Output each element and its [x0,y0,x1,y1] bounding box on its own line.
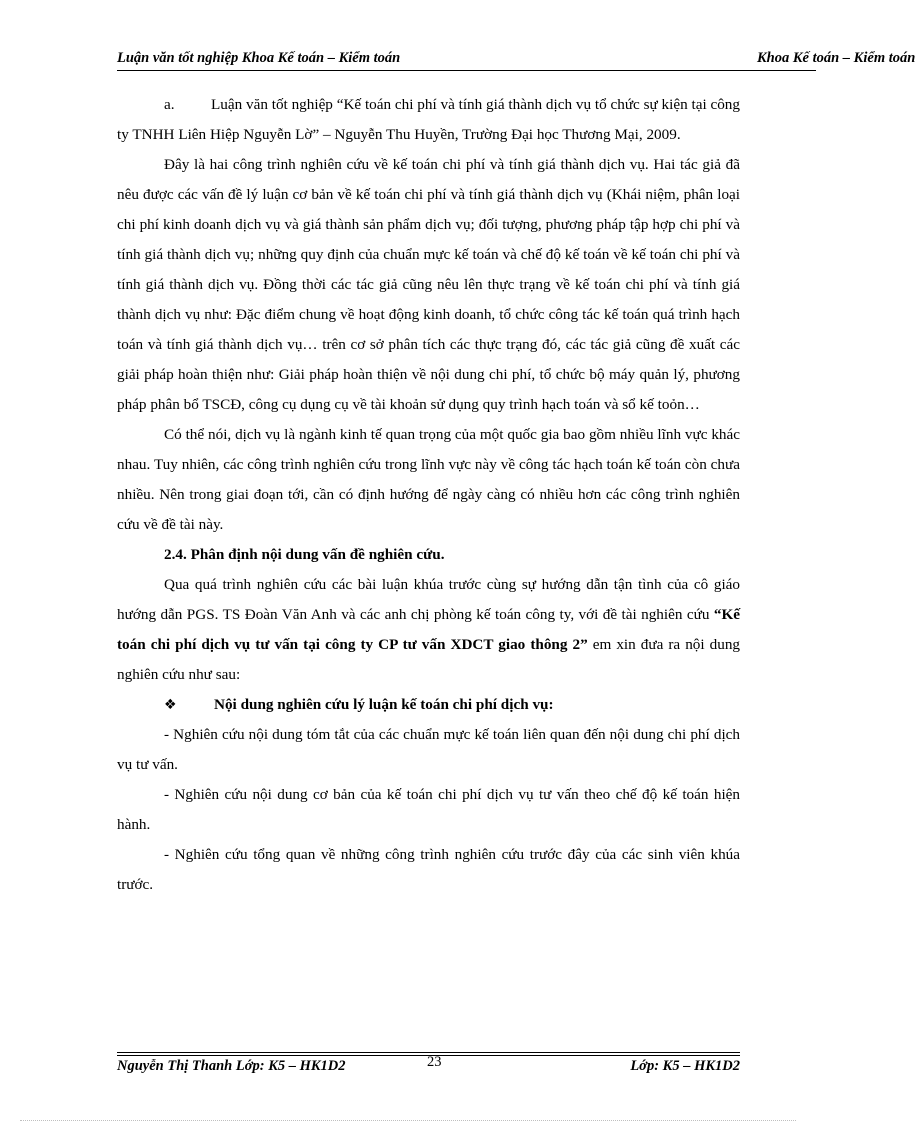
bullet-heading-text: Nội dung nghiên cứu lý luận kế toán chi phí dịch vụ: [214,696,554,713]
paragraph-conclusion: Có thể nói, dịch vụ là ngành kinh tế quan trọng của một quốc gia bao gồm nhiều lĩnh vực khác nhau. Tuy nhiên, các công trình nghiên cứu trong lĩnh vực này về công tác hạch toán kế toán còn chưa nhiều. Nên trong giai đoạn tới, cần có định hướng để ngày càng có nhiều hơn các công trình nghiên cứu về đề tài này. [117,426,740,533]
dash-item-2: - Nghiên cứu nội dung cơ bản của kế toán chi phí dịch vụ tư vấn theo chế độ kế toán hiện hành. [117,786,740,833]
section-heading: 2.4. Phân định nội dung vấn đề nghiên cứu. [164,546,445,563]
paragraph-intro [117,570,740,690]
footer-class: Lớp: K5 – HK1D2 [630,1058,740,1074]
reference-text: Luận văn tốt nghiệp “Kế toán chi phí và tính giá thành dịch vụ tổ chức sự kiện tại công ty TNHH Liên Hiệp Nguyễn Lờ” – Nguyễn Thu Huyền, Trường Đại học Thương Mại, 2009. [117,96,740,143]
dash-item-3: - Nghiên cứu tổng quan về những công trình nghiên cứu trước đây của các sinh viên khúa trước. [117,846,740,893]
dash-item-1: - Nghiên cứu nội dung tóm tắt của các chuẩn mực kế toán liên quan đến nội dung chi phí dịch vụ tư vấn. [117,726,740,773]
page-edge-dotted-line [20,1120,796,1121]
reference-number: a. [164,96,175,113]
footer-author: Nguyễn Thị Thanh Lớp: K5 – HK1D2 [117,1058,346,1074]
body-text [117,90,740,900]
header-rule [117,70,816,71]
diamond-bullet-icon: ❖ [164,697,177,713]
footer-rule-top [117,1052,740,1053]
intro-text-a: Qua quá trình nghiên cứu các bài luận khúa trước cùng sự hướng dẫn tận tình của cô giáo hướng dẫn PGS. TS Đoàn Văn Anh và các anh chị phòng kế toán công ty, với đề tài nghiên cứu [117,576,740,623]
header-left: Luận văn tốt nghiệp Khoa Kế toán – Kiểm toán [117,50,401,66]
intro-text-c: em xin đưa ra nội dung nghiên cứu như sau: [117,636,741,683]
paragraph-summary: Đây là hai công trình nghiên cứu về kế toán chi phí và tính giá thành dịch vụ. Hai tác giả đã nêu được các vấn đề lý luận cơ bản về kế toán chi phí và tính giá thành dịch vụ (Khái niệm, phân loại chi phí kinh doanh dịch vụ và giá thành sản phẩm dịch vụ; đối tượng, phương pháp tập hợp chi phí và tính giá thành dịch vụ; những quy định của chuẩn mực kế toán và chế độ kế toán về kế toán chi phí và tính giá thành dịch vụ. Đồng thời các tác giả cũng nêu lên thực trạng về kế toán chi phí và tính giá thành dịch vụ như: Đặc điểm chung về hoạt động kinh doanh, tổ chức công tác kế toán quá trình hạch toán và tính giá thành dịch vụ… trên cơ sở phân tích các thực trạng đó, các tác giả cũng đề xuất các giải pháp hoàn thiện như: Giải pháp hoàn thiện về nội dung chi phí, tổ chức bộ máy quản lý, phương pháp phân bổ TSCĐ, công cụ dụng cụ về tài khoản sử dụng quy trình hạch toán và sổ kế toỏn… [117,156,740,413]
bullet-heading [117,690,740,720]
header-right: Khoa Kế toán – Kiểm toán [757,50,915,66]
page-footer [117,1056,740,1078]
page-header [117,50,915,70]
reference-item [117,90,740,150]
page-number: 23 [427,1054,442,1070]
thesis-title: “Kế toán chi phí dịch vụ tư vấn tại công ty CP tư vấn XDCT giao thông 2” [117,606,740,653]
